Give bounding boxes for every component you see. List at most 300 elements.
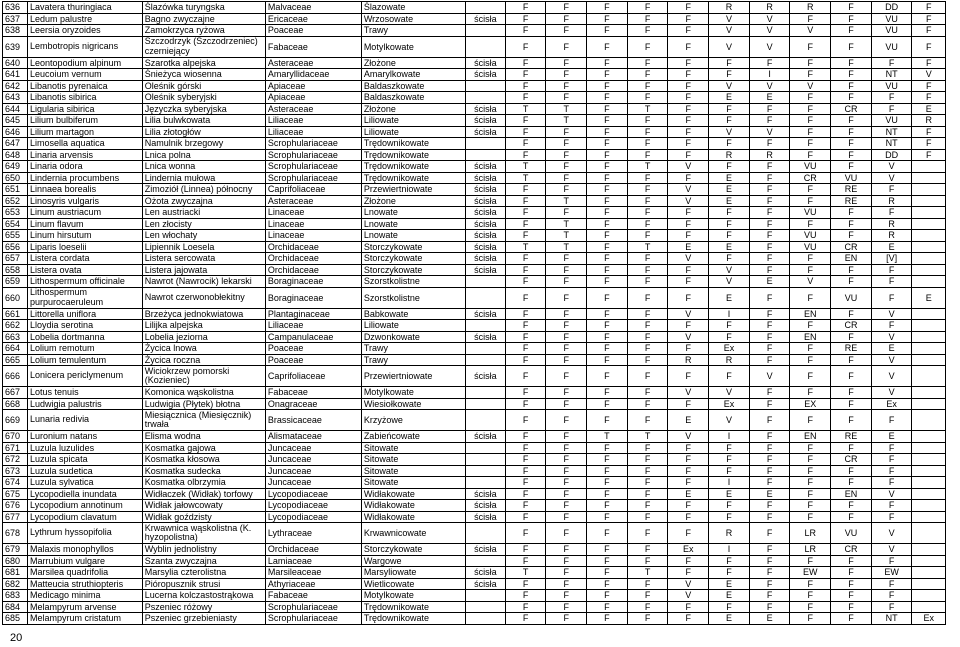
cell-status-col-6: F [709,601,750,613]
cell-protection-status: ścisła [466,308,506,320]
cell-family-polish: Sitowate [361,477,465,489]
cell-status-col-7: F [749,555,790,567]
cell-family-latin: Orchidaceae [265,253,361,265]
cell-row-number: 682 [3,578,28,590]
cell-status-col-3: F [587,2,628,14]
cell-protection-status: ścisła [466,567,506,579]
cell-status-col-1: F [505,218,546,230]
cell-status-col-2: F [546,253,587,265]
cell-row-number: 638 [3,25,28,37]
cell-family-latin: Ericaceae [265,13,361,25]
cell-status-col-7: F [749,287,790,308]
cell-status-col-3: F [587,500,628,512]
cell-status-col-11 [912,253,946,265]
cell-family-polish: Trędownikowate [361,149,465,161]
cell-status-col-6: F [709,57,750,69]
cell-status-col-3: F [587,195,628,207]
cell-status-col-4: F [627,590,668,602]
cell-status-col-2: F [546,36,587,57]
cell-family-polish: Wietlicowate [361,578,465,590]
cell-status-col-6: F [709,331,750,343]
cell-status-col-11 [912,465,946,477]
cell-status-col-5: F [668,276,709,288]
cell-status-col-1: F [505,126,546,138]
cell-status-col-4: F [627,126,668,138]
cell-row-number: 652 [3,195,28,207]
cell-status-col-3: F [587,80,628,92]
table-row [3,431,946,443]
cell-polish-name: Namulnik brzegowy [142,138,265,150]
cell-status-col-9: F [831,613,872,625]
cell-status-col-11 [912,230,946,242]
cell-row-number: 684 [3,601,28,613]
cell-family-latin: Campanulaceae [265,331,361,343]
cell-polish-name: Lucerna kolczastostrąkowa [142,590,265,602]
cell-status-col-4: F [627,115,668,127]
cell-latin-name: Lotus tenuis [28,387,143,399]
cell-family-polish: Trawy [361,354,465,366]
cell-status-col-9: F [831,57,872,69]
table-row [3,287,946,308]
cell-status-col-3: F [587,308,628,320]
cell-status-col-2: F [546,57,587,69]
cell-status-col-2: F [546,488,587,500]
cell-status-col-9: EN [831,253,872,265]
cell-status-col-1: F [505,13,546,25]
cell-status-col-7: V [749,80,790,92]
cell-status-col-5: F [668,57,709,69]
cell-row-number: 671 [3,442,28,454]
cell-status-col-4: T [627,241,668,253]
cell-family-polish: Liliowate [361,320,465,332]
cell-status-col-10: F [871,276,912,288]
cell-family-polish: Trędownikowate [361,138,465,150]
cell-status-col-5: V [668,578,709,590]
cell-family-latin: Poaceae [265,354,361,366]
cell-status-col-5: F [668,511,709,523]
cell-status-col-2: F [546,431,587,443]
cell-status-col-6: V [709,80,750,92]
table-row [3,511,946,523]
cell-status-col-3: F [587,103,628,115]
cell-family-latin: Scrophulariaceae [265,613,361,625]
table-row [3,465,946,477]
cell-protection-status: ścisła [466,488,506,500]
cell-status-col-4: T [627,431,668,443]
cell-protection-status [466,320,506,332]
cell-status-col-2: F [546,161,587,173]
cell-status-col-4: F [627,218,668,230]
cell-family-polish: Wargowe [361,555,465,567]
cell-status-col-5: V [668,431,709,443]
cell-status-col-11 [912,320,946,332]
cell-status-col-2: F [546,308,587,320]
cell-polish-name: Nawrot (Nawrocik) lekarski [142,276,265,288]
cell-status-col-8: EW [790,567,831,579]
cell-status-col-8: F [790,410,831,431]
cell-latin-name: Liparis loeselii [28,241,143,253]
cell-status-col-6: R [709,523,750,544]
cell-family-latin: Liliaceae [265,126,361,138]
cell-family-latin: Linaceae [265,207,361,219]
cell-status-col-7: F [749,442,790,454]
cell-status-col-4: F [627,138,668,150]
cell-status-col-3: F [587,454,628,466]
cell-status-col-10: F [871,207,912,219]
table-row [3,92,946,104]
cell-family-latin: Marsileaceae [265,567,361,579]
cell-status-col-6: V [709,276,750,288]
cell-family-latin: Orchidaceae [265,544,361,556]
cell-status-col-2: F [546,92,587,104]
cell-status-col-7: F [749,195,790,207]
cell-status-col-2: F [546,454,587,466]
cell-status-col-6: F [709,230,750,242]
cell-status-col-2: F [546,523,587,544]
cell-protection-status: ścisła [466,578,506,590]
cell-status-col-6: F [709,320,750,332]
cell-status-col-8: V [790,276,831,288]
cell-status-col-2: F [546,578,587,590]
cell-status-col-11: F [912,149,946,161]
cell-status-col-9: VU [831,523,872,544]
table-row [3,2,946,14]
cell-status-col-9: F [831,69,872,81]
cell-status-col-8: F [790,149,831,161]
cell-latin-name: Ludwigia palustris [28,398,143,410]
cell-status-col-9: F [831,115,872,127]
cell-family-latin: Boraginaceae [265,287,361,308]
cell-family-polish: Zabieńcowate [361,431,465,443]
cell-protection-status: ścisła [466,500,506,512]
cell-status-col-4: T [627,103,668,115]
cell-row-number: 674 [3,477,28,489]
cell-status-col-4: F [627,601,668,613]
cell-status-col-7: F [749,431,790,443]
cell-status-col-8: F [790,36,831,57]
cell-status-col-2: F [546,331,587,343]
cell-status-col-5: V [668,308,709,320]
cell-status-col-4: F [627,523,668,544]
cell-status-col-11 [912,578,946,590]
cell-family-latin: Asteraceae [265,57,361,69]
cell-status-col-4: F [627,80,668,92]
table-row [3,601,946,613]
cell-status-col-5: F [668,172,709,184]
cell-row-number: 660 [3,287,28,308]
cell-family-polish: Widłakowate [361,500,465,512]
cell-status-col-1: F [505,69,546,81]
cell-latin-name: Linum austriacum [28,207,143,219]
cell-row-number: 651 [3,184,28,196]
cell-family-latin: Fabaceae [265,387,361,399]
cell-status-col-3: F [587,287,628,308]
cell-latin-name: Marrubium vulgare [28,555,143,567]
cell-polish-name: Oleśnik syberyjski [142,92,265,104]
cell-status-col-3: F [587,126,628,138]
cell-family-polish: Złożone [361,103,465,115]
cell-row-number: 643 [3,92,28,104]
cell-status-col-11 [912,477,946,489]
cell-status-col-11: F [912,2,946,14]
cell-latin-name: Leontopodium alpinum [28,57,143,69]
cell-status-col-3: F [587,13,628,25]
cell-status-col-10: F [871,555,912,567]
cell-protection-status [466,555,506,567]
cell-status-col-6: F [709,500,750,512]
table-row [3,172,946,184]
cell-status-col-3: F [587,92,628,104]
cell-row-number: 664 [3,343,28,355]
cell-status-col-6: E [709,172,750,184]
cell-status-col-11 [912,264,946,276]
cell-status-col-7: F [749,601,790,613]
cell-status-col-9: CR [831,320,872,332]
cell-polish-name: Elisma wodna [142,431,265,443]
page-number: 20 [10,632,23,644]
table-row [3,555,946,567]
cell-status-col-10: R [871,195,912,207]
cell-status-col-5: V [668,253,709,265]
cell-status-col-10: E [871,343,912,355]
cell-status-col-5: F [668,398,709,410]
cell-latin-name: Matteucia struthiopteris [28,578,143,590]
cell-status-col-11 [912,555,946,567]
cell-status-col-2: F [546,613,587,625]
cell-family-latin: Liliaceae [265,115,361,127]
table-row [3,103,946,115]
cell-status-col-2: F [546,287,587,308]
table-row [3,115,946,127]
cell-polish-name: Ludwigia (Płytek) błotna [142,398,265,410]
cell-family-latin: Linaceae [265,218,361,230]
cell-family-latin: Brassicaceae [265,410,361,431]
cell-family-polish: Złożone [361,57,465,69]
table-row [3,207,946,219]
cell-family-polish: Baldaszkowate [361,92,465,104]
cell-status-col-11 [912,488,946,500]
cell-family-latin: Scrophulariaceae [265,601,361,613]
cell-latin-name: Lonicera periclymenum [28,366,143,387]
cell-polish-name: Widłak jałowcowaty [142,500,265,512]
cell-family-polish: Amarylkowate [361,69,465,81]
cell-status-col-3: F [587,442,628,454]
cell-status-col-6: F [709,442,750,454]
cell-row-number: 636 [3,2,28,14]
cell-status-col-8: F [790,103,831,115]
cell-status-col-11 [912,500,946,512]
cell-status-col-1: F [505,184,546,196]
cell-status-col-8: F [790,488,831,500]
cell-status-col-7: F [749,511,790,523]
cell-status-col-1: F [505,36,546,57]
cell-status-col-2: F [546,544,587,556]
cell-protection-status: ścisła [466,253,506,265]
cell-status-col-5: V [668,387,709,399]
cell-latin-name: Ligularia sibirica [28,103,143,115]
cell-latin-name: Luzula luzulides [28,442,143,454]
cell-status-col-5: R [668,354,709,366]
cell-family-latin: Asteraceae [265,195,361,207]
cell-status-col-8: F [790,287,831,308]
cell-status-col-5: E [668,241,709,253]
cell-status-col-1: T [505,103,546,115]
cell-status-col-6: I [709,308,750,320]
cell-status-col-2: F [546,398,587,410]
cell-status-col-10: NT [871,126,912,138]
cell-status-col-1: F [505,92,546,104]
cell-family-polish: Lnowate [361,230,465,242]
cell-family-latin: Plantaginaceae [265,308,361,320]
cell-row-number: 653 [3,207,28,219]
cell-status-col-7: F [749,207,790,219]
cell-family-polish: Przewiertniowate [361,184,465,196]
cell-polish-name: Kosmatka olbrzymia [142,477,265,489]
cell-latin-name: Lindernia procumbens [28,172,143,184]
cell-status-col-3: F [587,276,628,288]
cell-status-col-7: F [749,343,790,355]
cell-status-col-5: E [668,488,709,500]
cell-status-col-10: V [871,366,912,387]
cell-status-col-8: F [790,387,831,399]
cell-family-latin: Juncaceae [265,454,361,466]
cell-status-col-10: F [871,410,912,431]
cell-status-col-10: EW [871,567,912,579]
cell-status-col-10: F [871,601,912,613]
cell-family-polish: Storczykowate [361,264,465,276]
cell-status-col-8: F [790,320,831,332]
cell-status-col-11: R [912,115,946,127]
cell-status-col-11: F [912,138,946,150]
table-row [3,366,946,387]
cell-status-col-7: F [749,115,790,127]
cell-family-polish: Liliowate [361,126,465,138]
cell-status-col-4: F [627,500,668,512]
cell-status-col-3: F [587,115,628,127]
table-row [3,410,946,431]
cell-status-col-6: E [709,241,750,253]
cell-status-col-1: F [505,25,546,37]
cell-protection-status [466,454,506,466]
cell-protection-status: ścisła [466,431,506,443]
cell-status-col-5: F [668,523,709,544]
cell-protection-status: ścisła [466,184,506,196]
cell-row-number: 646 [3,126,28,138]
cell-status-col-11: F [912,92,946,104]
cell-status-col-3: F [587,161,628,173]
cell-status-col-8: EN [790,331,831,343]
cell-row-number: 669 [3,410,28,431]
cell-status-col-2: F [546,343,587,355]
cell-polish-name: Wiciokrzew pomorski (Kozieniec) [142,366,265,387]
cell-status-col-1: F [505,465,546,477]
cell-status-col-3: F [587,523,628,544]
cell-status-col-5: F [668,126,709,138]
cell-family-latin: Boraginaceae [265,276,361,288]
cell-status-col-8: VU [790,207,831,219]
cell-status-col-11 [912,241,946,253]
cell-polish-name: Listera sercowata [142,253,265,265]
cell-status-col-1: F [505,488,546,500]
cell-status-col-7: F [749,241,790,253]
cell-polish-name: Zamokrzyca ryżowa [142,25,265,37]
cell-status-col-8: F [790,264,831,276]
cell-status-col-9: F [831,230,872,242]
cell-status-col-8: V [790,25,831,37]
cell-status-col-10: F [871,454,912,466]
cell-status-col-11 [912,354,946,366]
cell-status-col-11 [912,366,946,387]
cell-status-col-10: VU [871,115,912,127]
cell-status-col-11: F [912,13,946,25]
cell-family-polish: Lnowate [361,207,465,219]
cell-row-number: 639 [3,36,28,57]
cell-status-col-4: F [627,477,668,489]
cell-status-col-1: F [505,287,546,308]
cell-family-latin: Lycopodiaceae [265,500,361,512]
cell-status-col-7: F [749,398,790,410]
cell-status-col-7: V [749,126,790,138]
cell-status-col-4: F [627,184,668,196]
cell-status-col-3: F [587,184,628,196]
cell-status-col-3: F [587,241,628,253]
cell-status-col-3: F [587,25,628,37]
cell-status-col-1: F [505,207,546,219]
cell-polish-name: Szczodrzyk (Szczodrzeniec) czerniejący [142,36,265,57]
cell-family-polish: Motylkowate [361,590,465,602]
cell-status-col-3: F [587,207,628,219]
cell-family-latin: Poaceae [265,343,361,355]
cell-latin-name: Libanotis pyrenaica [28,80,143,92]
cell-polish-name: Kosmatka gajowa [142,442,265,454]
cell-status-col-9: F [831,578,872,590]
cell-status-col-3: F [587,511,628,523]
cell-status-col-9: F [831,276,872,288]
table-row [3,195,946,207]
cell-status-col-7: F [749,465,790,477]
cell-row-number: 657 [3,253,28,265]
cell-family-polish: Widłakowate [361,488,465,500]
cell-status-col-7: F [749,454,790,466]
cell-status-col-8: VU [790,161,831,173]
cell-status-col-3: F [587,366,628,387]
cell-row-number: 656 [3,241,28,253]
cell-protection-status: ścisła [466,195,506,207]
cell-status-col-9: F [831,218,872,230]
cell-status-col-10: F [871,92,912,104]
cell-status-col-8: EN [790,431,831,443]
cell-status-col-2: F [546,138,587,150]
table-row [3,523,946,544]
cell-latin-name: Leersia oryzoides [28,25,143,37]
cell-status-col-8: F [790,69,831,81]
cell-status-col-4: F [627,207,668,219]
cell-polish-name: Kosmatka kłosowa [142,454,265,466]
cell-status-col-5: F [668,2,709,14]
cell-row-number: 679 [3,544,28,556]
cell-status-col-7: V [749,366,790,387]
cell-status-col-5: F [668,36,709,57]
cell-row-number: 648 [3,149,28,161]
cell-status-col-4: F [627,387,668,399]
cell-status-col-7: V [749,13,790,25]
cell-status-col-10: V [871,161,912,173]
cell-status-col-4: F [627,253,668,265]
cell-row-number: 647 [3,138,28,150]
cell-status-col-5: V [668,590,709,602]
cell-family-polish: Storczykowate [361,544,465,556]
cell-protection-status [466,590,506,602]
